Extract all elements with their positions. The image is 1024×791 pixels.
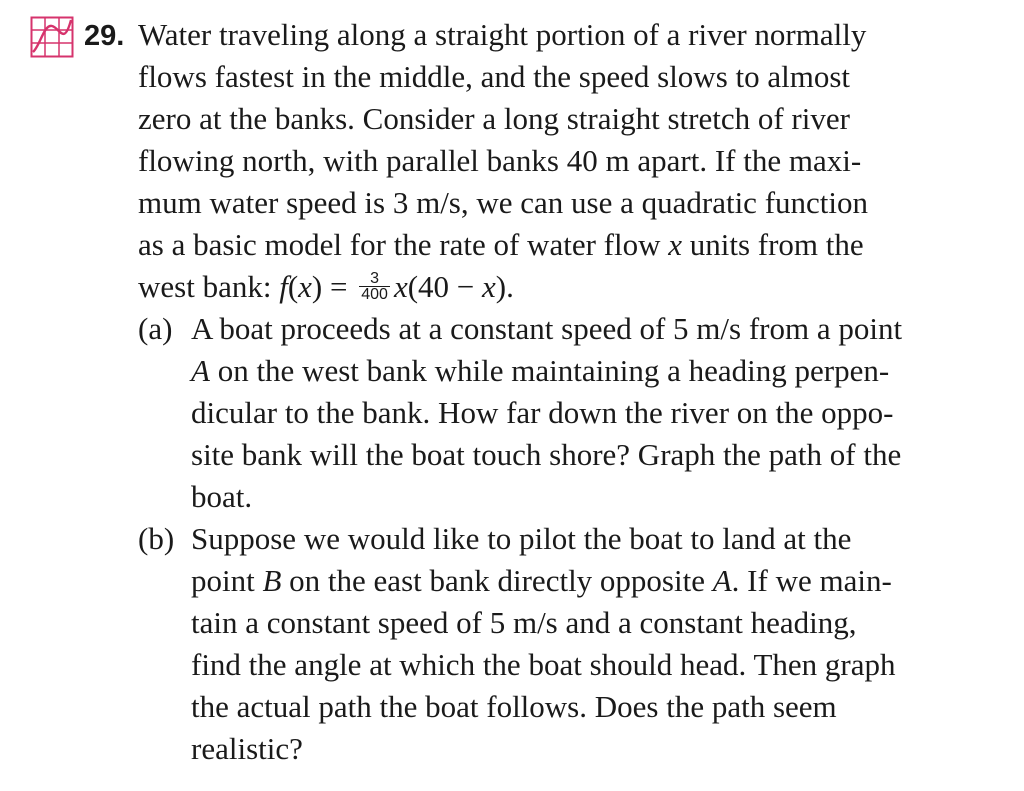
stem-line: zero at the banks. Consider a long straight stretch of river <box>138 101 850 136</box>
fraction-denominator: 400 <box>361 286 388 304</box>
part-line: realistic? <box>191 731 303 766</box>
part-line: dicular to the bank. How far down the river on the oppo- <box>191 395 894 430</box>
part-line: find the angle at which the boat should head. Then graph <box>191 647 896 682</box>
formula-prefix: west bank: <box>138 269 280 304</box>
part-line <box>191 350 1011 392</box>
stem-line <box>138 224 1018 266</box>
stem-text: units from the <box>682 227 864 262</box>
exercise-number: 29. <box>84 20 125 52</box>
point-label: A <box>712 563 732 598</box>
part-line: the actual path the boat follows. Does the path seem <box>191 689 837 724</box>
formula-paren: ( <box>287 269 299 304</box>
stem-line: flows fastest in the middle, and the speed slows to almost <box>138 59 851 94</box>
part-line: site bank will the boat touch shore? Graph the path of the <box>191 437 902 472</box>
formula-paren: ) <box>311 269 323 304</box>
part-text: on the west bank while maintaining a heading perpen- <box>209 353 890 388</box>
stem-text: as a basic model for the rate of water flow <box>138 227 669 262</box>
variable-x: x <box>668 227 682 262</box>
graphing-calculator-icon <box>30 16 74 58</box>
part-label: (a) <box>138 311 173 346</box>
part-line: tain a constant speed of 5 m/s and a constant heading, <box>191 605 857 640</box>
stem-line: mum water speed is 3 m/s, we can use a quadratic function <box>138 185 868 220</box>
part-b-body <box>191 518 1011 770</box>
function-name: f <box>279 269 288 304</box>
stem-line: Water traveling along a straight portion of a river normally <box>138 17 867 52</box>
part-text: . If we main- <box>731 563 892 598</box>
fraction-numerator: 3 <box>359 271 390 287</box>
part-text: on the east bank directly opposite <box>281 563 713 598</box>
part-text: point <box>191 563 263 598</box>
point-label: A <box>191 353 210 388</box>
formula-text: ). <box>495 269 514 304</box>
part-line: Suppose we would like to pilot the boat to land at the <box>191 521 852 556</box>
equals-sign: = <box>322 269 356 304</box>
part-line <box>191 560 1011 602</box>
point-label: B <box>262 563 282 598</box>
formula-line <box>138 266 1018 308</box>
exercise-stem <box>138 14 1018 308</box>
variable-x: x <box>298 269 312 304</box>
formula-text: (40 − <box>407 269 483 304</box>
variable-x: x <box>393 269 408 304</box>
variable-x: x <box>482 269 496 304</box>
part-line: boat. <box>191 479 253 514</box>
fraction <box>359 271 390 302</box>
part-a-body <box>191 308 1011 518</box>
part-label: (b) <box>138 521 175 556</box>
stem-line: flowing north, with parallel banks 40 m apart. If the maxi- <box>138 143 862 178</box>
part-line: A boat proceeds at a constant speed of 5 m/s from a point <box>191 311 903 346</box>
